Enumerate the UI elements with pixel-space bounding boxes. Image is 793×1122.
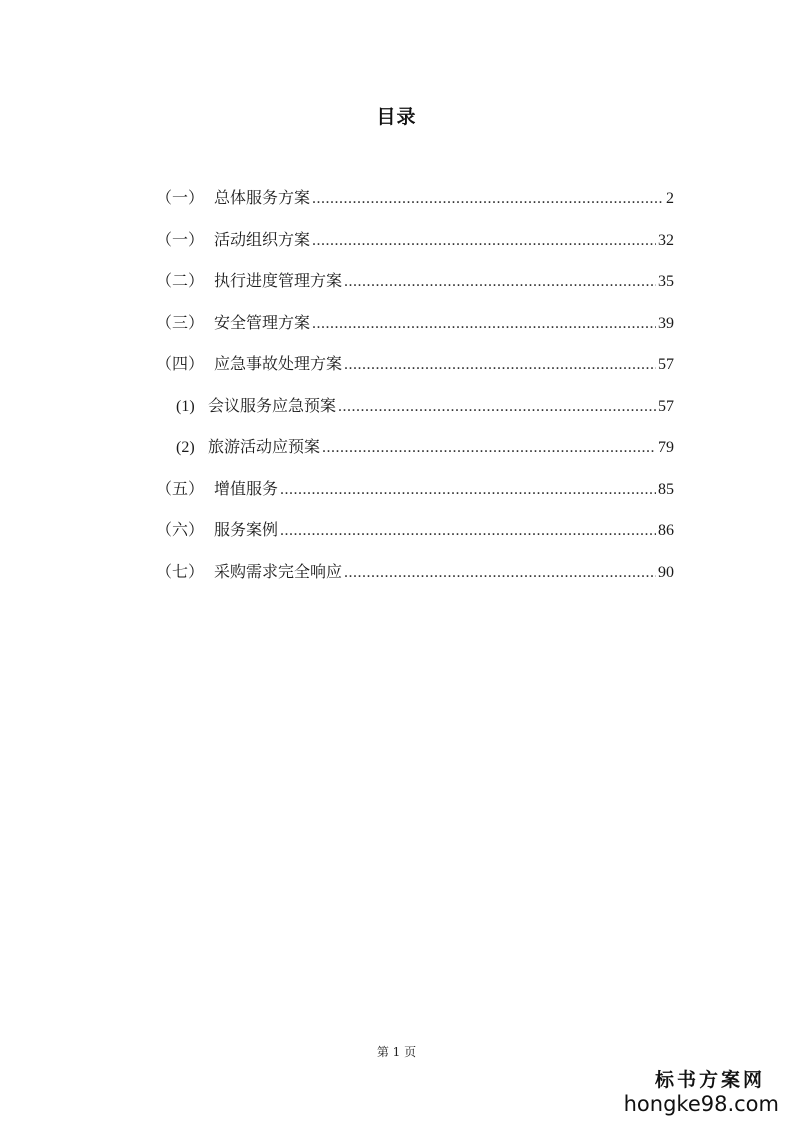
toc-entry[interactable] [156, 352, 674, 394]
page-footer: 第 1 页 [376, 1045, 417, 1059]
toc-entry-number: （五） [156, 478, 205, 498]
toc-entry-title: 服务案例 [214, 520, 279, 539]
toc-entry-title: 总体服务方案 [214, 188, 311, 207]
toc-entry-title: 采购需求完全响应 [214, 561, 343, 581]
toc-entry-title: 应急事故处理方案 [214, 354, 343, 373]
toc-entry-page: 90 [658, 563, 674, 581]
toc-entry[interactable] [156, 477, 674, 519]
toc-entry-number: （二） [156, 271, 205, 290]
toc-entry-title: 活动组织方案 [214, 229, 311, 249]
toc-entry-page: 85 [658, 480, 674, 498]
toc-entry-number: （三） [156, 312, 205, 332]
toc-dot-leader [280, 519, 656, 543]
toc-entry-number: （七） [156, 561, 205, 581]
toc-entry[interactable] [156, 269, 674, 311]
toc-entry[interactable] [156, 186, 674, 228]
toc-entry-page: 79 [658, 439, 674, 456]
toc-entry[interactable] [156, 518, 674, 560]
toc-entry-page: 86 [658, 522, 674, 539]
toc-dot-leader [322, 436, 656, 460]
watermark-brand: 标书方案网 [654, 1069, 765, 1091]
toc-entry[interactable] [156, 228, 674, 270]
toc-entry-number: (1) [176, 397, 195, 415]
toc-dot-leader [280, 478, 656, 502]
toc-dot-leader [344, 561, 656, 585]
toc-entry-number: （四） [156, 354, 205, 373]
toc-entry-page: 57 [658, 397, 674, 415]
watermark [624, 1068, 779, 1116]
toc-entry-title: 执行进度管理方案 [214, 271, 343, 290]
toc-dot-leader [344, 353, 656, 377]
table-of-contents [156, 186, 674, 601]
page-title: 目录 [376, 106, 417, 128]
toc-entry-page: 39 [658, 314, 674, 332]
toc-entry[interactable] [156, 311, 674, 353]
toc-subentry[interactable] [156, 435, 674, 477]
toc-entry-number: （一） [156, 229, 205, 249]
toc-dot-leader [312, 229, 656, 253]
toc-entry-title: 增值服务 [214, 478, 279, 498]
toc-entry-title: 会议服务应急预案 [208, 395, 337, 415]
toc-entry-number: (2) [176, 439, 195, 456]
toc-entry-number: （一） [156, 188, 205, 207]
toc-entry-page: 57 [658, 356, 674, 373]
toc-entry-title: 安全管理方案 [214, 312, 311, 332]
toc-entry-page: 35 [658, 273, 674, 290]
toc-entry-title: 旅游活动应预案 [208, 437, 321, 456]
toc-entry-page: 2 [666, 190, 674, 207]
toc-dot-leader [344, 270, 656, 294]
toc-dot-leader [312, 312, 656, 336]
toc-entry-number: （六） [156, 520, 205, 539]
toc-dot-leader [338, 395, 656, 419]
toc-entry[interactable] [156, 560, 674, 602]
toc-entry-page: 32 [658, 231, 674, 249]
watermark-url: hongke98.com [623, 1092, 779, 1116]
toc-subentry[interactable] [156, 394, 674, 436]
toc-dot-leader [312, 187, 664, 211]
